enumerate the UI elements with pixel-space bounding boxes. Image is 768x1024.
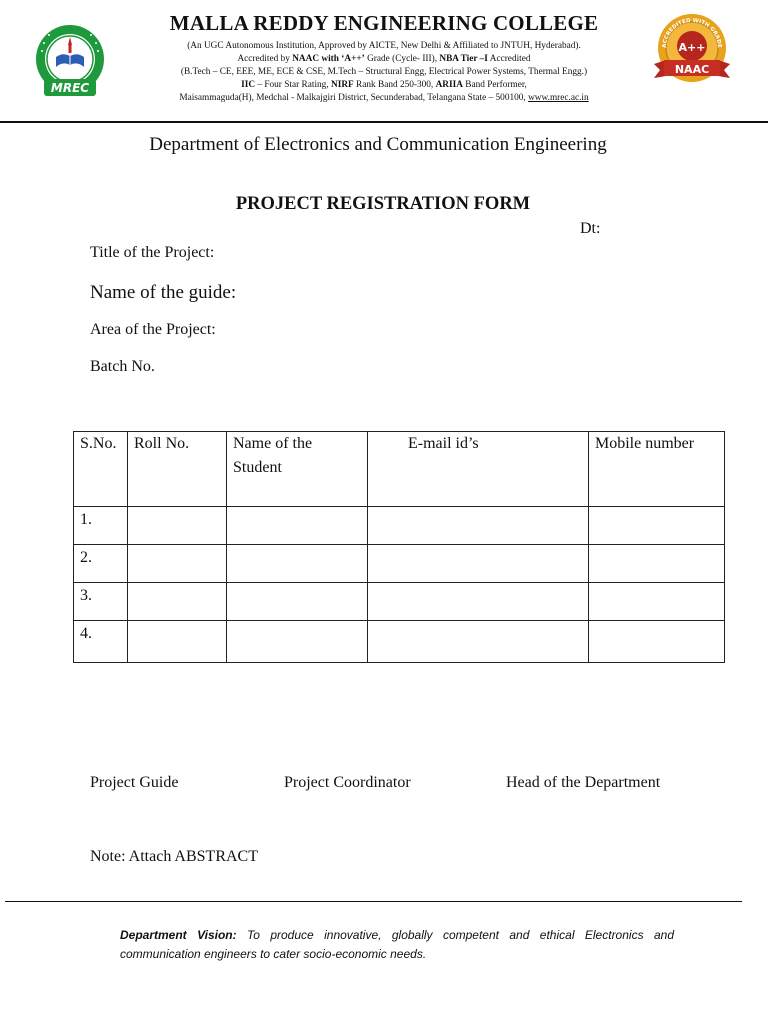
header-sno: S.No. xyxy=(74,432,128,507)
table-row xyxy=(74,545,725,583)
head-of-department-signature: Head of the Department xyxy=(506,774,661,791)
header-accreditation: Accredited by NAAC with ‘A++’ Grade (Cycle- III), NBA Tier –I Accredited xyxy=(237,54,531,64)
header-address: Maisammaguda(H), Medchal - Malkajgiri District, Secunderabad, Telangana State – 500100, www.mrec.ac.in xyxy=(179,93,589,103)
row-sno: 2. xyxy=(74,545,128,583)
mobile-cell[interactable] xyxy=(589,621,725,663)
student-name-cell[interactable] xyxy=(227,507,368,545)
roll-no-cell[interactable] xyxy=(128,583,227,621)
mrec-logo-text: MREC xyxy=(50,81,90,95)
naac-logo xyxy=(650,12,734,92)
mobile-cell[interactable] xyxy=(589,545,725,583)
project-title-label: Title of the Project: xyxy=(90,244,215,261)
department-title: Department of Electronics and Communication Engineering xyxy=(149,134,607,155)
table-header-row xyxy=(74,432,725,507)
vision-label: Department Vision: xyxy=(120,928,237,942)
project-coordinator-signature: Project Coordinator xyxy=(284,774,411,791)
table-row xyxy=(74,621,725,663)
email-cell[interactable] xyxy=(368,583,589,621)
row-sno: 1. xyxy=(74,507,128,545)
footer-divider xyxy=(5,901,742,902)
date-label: Dt: xyxy=(580,220,601,237)
note: Note: Attach ABSTRACT xyxy=(90,848,258,865)
student-table xyxy=(73,431,725,663)
student-name-cell[interactable] xyxy=(227,545,368,583)
college-name: MALLA REDDY ENGINEERING COLLEGE xyxy=(169,11,599,35)
vision-text: To produce innovative, globally competent and ethical Electronics and communication engineers to cater socio-economic needs. xyxy=(120,928,674,961)
email-cell[interactable] xyxy=(368,621,589,663)
header-affiliation: (An UGC Autonomous Institution, Approved by AICTE, New Delhi & Affiliated to JNTUH, Hyderabad). xyxy=(187,41,581,51)
header-divider xyxy=(0,121,768,123)
website-link[interactable]: www.mrec.ac.in xyxy=(528,93,589,103)
mrec-logo xyxy=(34,23,106,103)
table-row xyxy=(74,583,725,621)
row-sno: 4. xyxy=(74,621,128,663)
roll-no-cell[interactable] xyxy=(128,507,227,545)
email-cell[interactable] xyxy=(368,507,589,545)
table-row xyxy=(74,507,725,545)
department-vision xyxy=(120,926,674,964)
header-student-name: Name of the Student xyxy=(227,432,368,507)
roll-no-cell[interactable] xyxy=(128,545,227,583)
guide-name-label: Name of the guide: xyxy=(90,282,237,303)
project-guide-signature: Project Guide xyxy=(90,774,179,791)
header-mobile: Mobile number xyxy=(589,432,725,507)
header-roll-no: Roll No. xyxy=(128,432,227,507)
naac-ring-text: ACCREDITED WITH GRADE xyxy=(661,17,723,49)
mobile-cell[interactable] xyxy=(589,507,725,545)
row-sno: 3. xyxy=(74,583,128,621)
batch-number-label: Batch No. xyxy=(90,358,155,375)
student-name-cell[interactable] xyxy=(227,583,368,621)
naac-grade: A++ xyxy=(678,41,706,54)
naac-text: NAAC xyxy=(674,63,710,76)
form-title: PROJECT REGISTRATION FORM xyxy=(235,194,531,214)
header-ratings: IIC – Four Star Rating, NIRF Rank Band 250-300, ARIIA Band Performer, xyxy=(241,80,527,90)
student-name-cell[interactable] xyxy=(227,621,368,663)
email-cell[interactable] xyxy=(368,545,589,583)
project-area-label: Area of the Project: xyxy=(90,321,216,338)
header-programs: (B.Tech – CE, EEE, ME, ECE & CSE, M.Tech – Structural Engg, Electrical Power Systems, Thermal Engg.) xyxy=(180,67,588,77)
mobile-cell[interactable] xyxy=(589,583,725,621)
roll-no-cell[interactable] xyxy=(128,621,227,663)
header-email: E-mail id’s xyxy=(368,432,589,507)
